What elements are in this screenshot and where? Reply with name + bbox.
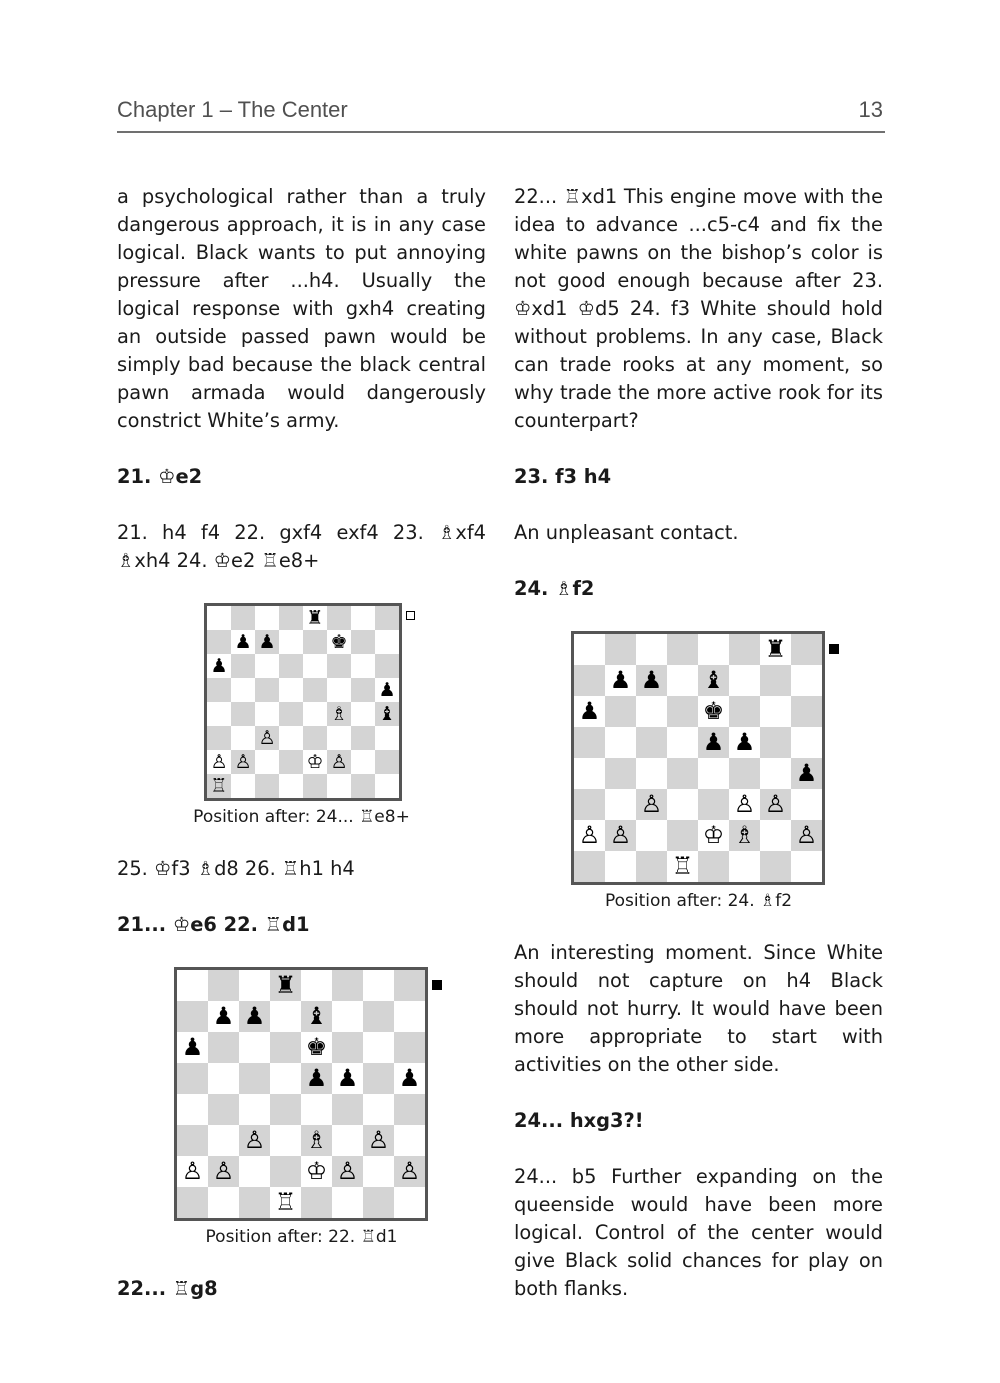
board-square: [332, 1001, 363, 1032]
chess-piece-b7: ♟: [212, 1002, 235, 1030]
board-square: [375, 606, 399, 630]
chess-piece-a2: ♙: [210, 751, 228, 773]
chess-piece-c7: ♟: [243, 1002, 266, 1030]
chess-piece-c3: ♙: [640, 790, 663, 818]
chess-piece-a2: ♙: [181, 1157, 204, 1185]
move-heading: 24... hxg3?!: [514, 1109, 644, 1132]
black-to-move-marker: [829, 644, 839, 654]
board-square: [791, 851, 822, 882]
board-square: [208, 1063, 239, 1094]
board-square: [698, 758, 729, 789]
chess-diagram: [117, 967, 486, 1247]
board-square: [760, 851, 791, 882]
chess-piece-e5: ♟: [305, 1064, 328, 1092]
board-square: [270, 1001, 301, 1032]
board-square: [279, 726, 303, 750]
chess-board: [571, 631, 825, 885]
board-square: [636, 851, 667, 882]
board-square: [303, 654, 327, 678]
board-square: [303, 678, 327, 702]
board-square: [303, 702, 327, 726]
board-square: [208, 1094, 239, 1125]
board-square: [279, 654, 303, 678]
chapter-title: Chapter 1 – The Center: [117, 97, 348, 122]
board-square: [636, 634, 667, 665]
board-square: [667, 727, 698, 758]
chess-piece-c7: ♟: [258, 631, 276, 653]
chess-piece-e2: ♔: [305, 1157, 328, 1185]
board-square: [327, 606, 351, 630]
chess-piece-c3: ♙: [243, 1126, 266, 1154]
board-square: [791, 789, 822, 820]
board-square: [760, 665, 791, 696]
board-square: [605, 851, 636, 882]
board-square: [208, 1187, 239, 1218]
commentary-paragraph: 25. ♔f3 ♗d8 26. ♖h1 h4: [117, 857, 355, 880]
chess-piece-h5: ♟: [398, 1064, 421, 1092]
move-heading: 23. f3 h4: [514, 465, 612, 488]
board-square: [303, 726, 327, 750]
chess-piece-f2: ♙: [336, 1157, 359, 1185]
board-square: [279, 630, 303, 654]
move-heading: 24. ♗f2: [514, 577, 595, 600]
board-square: [239, 1187, 270, 1218]
board-square: [351, 774, 375, 798]
board-square: [375, 726, 399, 750]
board-square: [394, 1125, 425, 1156]
chess-piece-d8: ♜: [274, 971, 297, 999]
board-square: [667, 758, 698, 789]
board-square: [791, 634, 822, 665]
board-square: [394, 1187, 425, 1218]
diagram-caption: Position after: 24... ♖e8+: [193, 807, 410, 827]
chess-piece-g3: ♙: [367, 1126, 390, 1154]
chess-piece-f4: ♗: [330, 703, 348, 725]
board-square: [698, 634, 729, 665]
board-square: [375, 774, 399, 798]
board-square: [394, 1094, 425, 1125]
board-square: [239, 1094, 270, 1125]
chess-piece-e6: ♚: [305, 1033, 328, 1061]
board-square: [667, 696, 698, 727]
chess-piece-f2: ♙: [330, 751, 348, 773]
board-square: [332, 970, 363, 1001]
chess-piece-a1: ♖: [210, 775, 228, 797]
chess-piece-f7: ♚: [330, 631, 348, 653]
board-square: [231, 702, 255, 726]
board-square: [636, 696, 667, 727]
chess-piece-a6: ♟: [181, 1033, 204, 1061]
move-heading: 21... ♔e6 22. ♖d1: [117, 913, 310, 936]
chess-piece-h5: ♟: [378, 679, 396, 701]
board-square: [394, 1032, 425, 1063]
board-square: [394, 970, 425, 1001]
chess-piece-d1: ♖: [671, 852, 694, 880]
board-square: [255, 678, 279, 702]
board-square: [729, 696, 760, 727]
diagram-caption: Position after: 22. ♖d1: [205, 1227, 398, 1247]
board-square: [667, 820, 698, 851]
chess-piece-f3: ♙: [733, 790, 756, 818]
board-square: [332, 1187, 363, 1218]
board-square: [351, 606, 375, 630]
board-square: [231, 726, 255, 750]
board-square: [255, 606, 279, 630]
commentary-paragraph: a psychological rather than a truly dangerous approach, it is in any case logical. Black wants to put annoying pressure after ...h4. Usually the logical response with gxh4 creating an outside passed pawn would be simply bad because the black central pawn armada would dangerously constrict White’s army.: [117, 185, 486, 432]
board-square: [574, 851, 605, 882]
board-square: [605, 634, 636, 665]
board-square: [177, 1094, 208, 1125]
diagram-caption: Position after: 24. ♗f2: [604, 891, 793, 911]
board-square: [270, 1125, 301, 1156]
board-square: [791, 696, 822, 727]
board-square: [363, 1032, 394, 1063]
board-square: [207, 678, 231, 702]
board-square: [239, 970, 270, 1001]
board-square: [208, 1125, 239, 1156]
commentary-paragraph: 24... b5 Further expanding on the queenside would have been more logical. Control of the center would give Black solid chances for play on both flanks.: [514, 1165, 883, 1300]
board-square: [279, 606, 303, 630]
chess-piece-e5: ♟: [702, 728, 725, 756]
chess-diagram: [117, 603, 486, 827]
chess-piece-b2: ♙: [234, 751, 252, 773]
board-square: [574, 634, 605, 665]
commentary-paragraph: An interesting moment. Since White should not capture on h4 Black should not hurry. It would have been more appropriate to start with activities on the other side.: [514, 941, 883, 1076]
board-square: [301, 970, 332, 1001]
board-square: [667, 665, 698, 696]
chess-piece-c3: ♙: [258, 727, 276, 749]
board-square: [351, 702, 375, 726]
board-square: [636, 727, 667, 758]
board-square: [698, 789, 729, 820]
board-square: [351, 750, 375, 774]
chess-piece-a6: ♟: [210, 655, 228, 677]
board-square: [605, 727, 636, 758]
black-to-move-marker: [432, 980, 442, 990]
board-square: [729, 758, 760, 789]
board-square: [791, 727, 822, 758]
move-heading: 22... ♖g8: [117, 1277, 218, 1300]
board-square: [760, 758, 791, 789]
chess-piece-f5: ♟: [733, 728, 756, 756]
board-square: [394, 1001, 425, 1032]
chess-board: [174, 967, 428, 1221]
board-square: [351, 678, 375, 702]
right-column: [514, 183, 883, 1303]
board-square: [363, 1094, 394, 1125]
commentary-paragraph: 21. h4 f4 22. gxf4 exf4 23. ♗xf4 ♗xh4 24. ♔e2 ♖e8+: [117, 521, 486, 572]
chess-piece-f5: ♟: [336, 1064, 359, 1092]
board-square: [231, 678, 255, 702]
board-square: [239, 1156, 270, 1187]
chess-piece-e8: ♜: [306, 607, 324, 629]
chess-piece-a6: ♟: [578, 697, 601, 725]
chess-piece-a2: ♙: [578, 821, 601, 849]
board-square: [351, 726, 375, 750]
board-square: [605, 789, 636, 820]
board-square: [270, 1032, 301, 1063]
board-square: [255, 654, 279, 678]
board-square: [698, 851, 729, 882]
chess-piece-d1: ♖: [274, 1188, 297, 1216]
board-square: [301, 1187, 332, 1218]
board-square: [208, 970, 239, 1001]
chess-piece-c7: ♟: [640, 666, 663, 694]
board-square: [791, 665, 822, 696]
chess-board: [204, 603, 402, 801]
board-square: [207, 606, 231, 630]
board-square: [207, 702, 231, 726]
chess-piece-h2: ♙: [795, 821, 818, 849]
chess-piece-h4: ♟: [795, 759, 818, 787]
board-square: [760, 696, 791, 727]
board-square: [363, 1156, 394, 1187]
chess-piece-e2: ♔: [702, 821, 725, 849]
board-square: [177, 1125, 208, 1156]
board-square: [327, 726, 351, 750]
board-square: [270, 1094, 301, 1125]
board-square: [760, 820, 791, 851]
board-square: [177, 1001, 208, 1032]
board-square: [208, 1032, 239, 1063]
chess-piece-g8: ♜: [764, 635, 787, 663]
white-to-move-marker: [406, 611, 415, 620]
board-square: [279, 678, 303, 702]
board-square: [363, 970, 394, 1001]
board-square: [667, 634, 698, 665]
commentary-paragraph: An unpleasant contact.: [514, 521, 739, 544]
chess-piece-b7: ♟: [609, 666, 632, 694]
board-square: [636, 758, 667, 789]
board-square: [207, 630, 231, 654]
board-square: [375, 654, 399, 678]
chess-piece-e3: ♗: [305, 1126, 328, 1154]
board-square: [177, 970, 208, 1001]
move-heading: 21. ♔e2: [117, 465, 203, 488]
board-square: [574, 758, 605, 789]
page-number: 13: [858, 97, 883, 122]
board-square: [327, 774, 351, 798]
board-square: [301, 1094, 332, 1125]
board-square: [231, 654, 255, 678]
page-header: [117, 97, 885, 133]
board-square: [231, 606, 255, 630]
chess-piece-e7: ♝: [305, 1002, 328, 1030]
board-square: [177, 1187, 208, 1218]
board-square: [363, 1001, 394, 1032]
board-square: [327, 654, 351, 678]
board-square: [729, 665, 760, 696]
board-square: [363, 1063, 394, 1094]
board-square: [279, 702, 303, 726]
chess-piece-b2: ♙: [212, 1157, 235, 1185]
chess-piece-e7: ♝: [702, 666, 725, 694]
board-square: [303, 774, 327, 798]
board-square: [605, 696, 636, 727]
board-square: [255, 702, 279, 726]
board-square: [332, 1125, 363, 1156]
board-square: [255, 750, 279, 774]
board-square: [332, 1032, 363, 1063]
chess-piece-e2: ♔: [306, 751, 324, 773]
board-square: [760, 727, 791, 758]
board-square: [279, 750, 303, 774]
chess-piece-e6: ♚: [702, 697, 725, 725]
board-square: [351, 630, 375, 654]
board-square: [231, 774, 255, 798]
board-square: [270, 1156, 301, 1187]
board-square: [574, 789, 605, 820]
chess-piece-f2: ♗: [733, 821, 756, 849]
chess-diagram: [514, 631, 883, 911]
chess-piece-b2: ♙: [609, 821, 632, 849]
board-square: [351, 654, 375, 678]
board-square: [363, 1187, 394, 1218]
board-square: [667, 789, 698, 820]
board-square: [207, 726, 231, 750]
chess-piece-g3: ♙: [764, 790, 787, 818]
left-column: [117, 183, 486, 1303]
board-square: [255, 774, 279, 798]
chess-piece-b7: ♟: [234, 631, 252, 653]
chess-piece-h2: ♙: [398, 1157, 421, 1185]
board-square: [375, 630, 399, 654]
board-square: [327, 678, 351, 702]
board-square: [332, 1094, 363, 1125]
board-square: [729, 634, 760, 665]
board-square: [636, 820, 667, 851]
board-square: [605, 758, 636, 789]
board-square: [239, 1063, 270, 1094]
board-square: [574, 727, 605, 758]
board-square: [239, 1032, 270, 1063]
chess-piece-h4: ♝: [378, 703, 396, 725]
commentary-paragraph: 22... ♖xd1 This engine move with the idea to advance ...c5-c4 and fix the white pawns on the bishop’s color is not good enough because after 23. ♔xd1 ♔d5 24. f3 White should hold without problems. In any case, Black can trade rooks at any moment, so why trade the more active rook for its counterpart?: [514, 185, 883, 432]
board-square: [375, 750, 399, 774]
board-square: [574, 665, 605, 696]
board-square: [729, 851, 760, 882]
board-square: [270, 1063, 301, 1094]
board-square: [303, 630, 327, 654]
board-square: [279, 774, 303, 798]
board-square: [177, 1063, 208, 1094]
